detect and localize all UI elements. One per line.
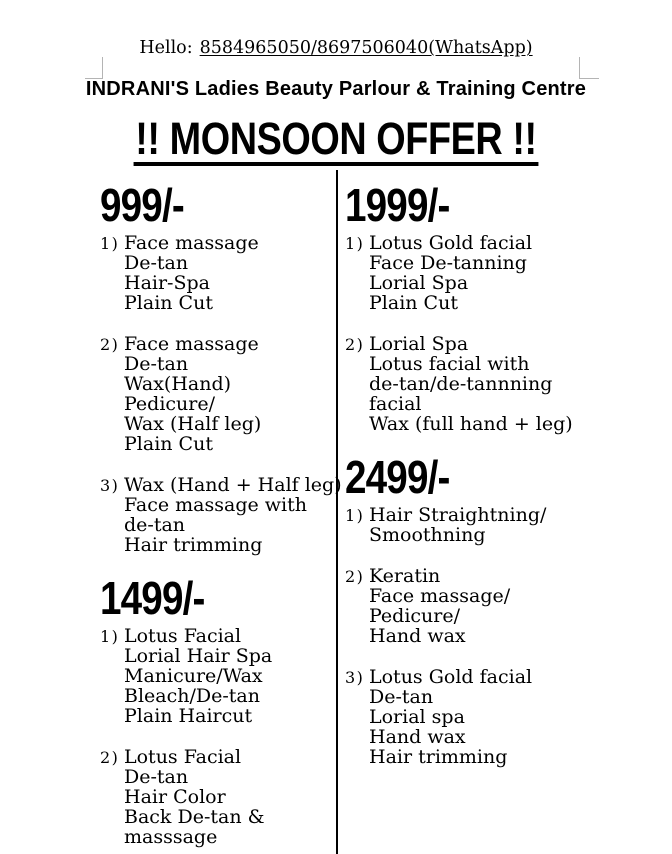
service-line: Hair Straightning/ bbox=[369, 504, 547, 526]
offer-heading bbox=[0, 113, 672, 166]
service-line: Lorial spa bbox=[369, 706, 465, 728]
package-item bbox=[345, 233, 630, 313]
service-line: de-tan/de-tannning bbox=[369, 373, 553, 395]
service-line: Face massage bbox=[124, 232, 259, 254]
service-line: Lotus Facial bbox=[124, 625, 242, 647]
service-line: Face massage/ bbox=[369, 585, 511, 607]
service-lines bbox=[124, 233, 332, 313]
service-line: Lotus Facial bbox=[124, 746, 242, 768]
service-line: Plain Cut bbox=[124, 433, 213, 455]
package-item bbox=[100, 334, 332, 454]
service-line: masssage bbox=[124, 826, 218, 848]
package-item bbox=[100, 474, 342, 556]
item-number: 1) bbox=[100, 234, 120, 253]
service-line: Lotus Gold facial bbox=[369, 666, 533, 688]
package-item bbox=[345, 505, 630, 545]
item-number: 1) bbox=[345, 234, 365, 253]
package-item bbox=[100, 626, 332, 726]
service-lines bbox=[124, 747, 332, 847]
service-line: De-tan bbox=[369, 686, 434, 708]
service-line: Wax (Hand + Half leg) bbox=[124, 474, 342, 496]
item-number: 2) bbox=[100, 748, 120, 767]
service-line: Lorial Spa bbox=[369, 272, 469, 294]
item-number: 1) bbox=[100, 627, 120, 646]
price-column-left bbox=[100, 179, 342, 854]
service-line: Hair Color bbox=[124, 786, 226, 808]
service-line: Lotus Gold facial bbox=[369, 232, 533, 254]
package-item bbox=[345, 334, 630, 434]
item-number: 1) bbox=[345, 506, 365, 525]
service-line: Wax (Half leg) bbox=[124, 413, 262, 435]
price-column-right bbox=[345, 179, 630, 788]
service-line: Smoothning bbox=[369, 524, 486, 546]
package-item bbox=[345, 566, 630, 646]
service-lines bbox=[369, 233, 630, 313]
service-line: Wax (full hand + leg) bbox=[369, 413, 573, 435]
package-item bbox=[100, 233, 332, 313]
service-line: Lorial Spa bbox=[369, 333, 469, 355]
price-heading: 1499/- bbox=[100, 572, 205, 624]
service-lines bbox=[369, 505, 630, 545]
price-heading: 2499/- bbox=[345, 451, 450, 503]
item-number: 3) bbox=[345, 668, 365, 687]
service-lines bbox=[124, 626, 332, 726]
service-line: Hair-Spa bbox=[124, 272, 210, 294]
item-number: 2) bbox=[345, 567, 365, 586]
service-line: Plain Cut bbox=[369, 292, 458, 314]
service-line: Bleach/De-tan bbox=[124, 685, 260, 707]
service-line: Hair trimming bbox=[369, 746, 508, 768]
service-line: Hand wax bbox=[369, 625, 466, 647]
business-name: INDRANI'S Ladies Beauty Parlour & Training Centre bbox=[85, 78, 587, 100]
service-line: Face De-tanning bbox=[369, 252, 527, 274]
service-line: Hair trimming bbox=[124, 534, 263, 556]
service-line: Pedicure/ bbox=[369, 605, 461, 627]
service-line: Lorial Hair Spa bbox=[124, 645, 273, 667]
service-line: Keratin bbox=[369, 565, 441, 587]
price-heading: 999/- bbox=[100, 179, 184, 231]
service-line: Manicure/Wax bbox=[124, 665, 263, 687]
price-section bbox=[345, 179, 630, 435]
item-number: 2) bbox=[345, 335, 365, 354]
price-section bbox=[100, 179, 342, 556]
service-line: de-tan bbox=[124, 514, 186, 536]
service-line: Pedicure/ bbox=[124, 393, 216, 415]
package-item bbox=[100, 747, 332, 847]
service-lines bbox=[369, 334, 630, 434]
offer-title-text: !! MONSOON OFFER !! bbox=[135, 113, 537, 164]
service-line: Wax(Hand) bbox=[124, 373, 232, 395]
service-line: Plain Haircut bbox=[124, 705, 253, 727]
service-line: Back De-tan & bbox=[124, 806, 265, 828]
service-lines bbox=[369, 566, 630, 646]
hello-label: Hello: bbox=[139, 38, 193, 58]
service-lines bbox=[369, 667, 630, 767]
service-lines bbox=[124, 334, 332, 454]
service-line: Plain Cut bbox=[124, 292, 213, 314]
item-number: 3) bbox=[100, 476, 120, 495]
package-item bbox=[345, 667, 630, 767]
price-heading: 1999/- bbox=[345, 179, 450, 231]
contact-line bbox=[0, 37, 672, 59]
item-number: 2) bbox=[100, 335, 120, 354]
service-lines bbox=[124, 475, 342, 555]
price-section bbox=[345, 451, 630, 768]
service-line: De-tan bbox=[124, 353, 189, 375]
service-line: Lotus facial with bbox=[369, 353, 530, 375]
phone-numbers: 8584965050/8697506040(WhatsApp) bbox=[199, 38, 533, 58]
service-line: De-tan bbox=[124, 766, 189, 788]
service-line: De-tan bbox=[124, 252, 189, 274]
service-line: Face massage with bbox=[124, 494, 307, 516]
service-line: facial bbox=[369, 393, 422, 415]
price-section bbox=[100, 572, 332, 848]
service-line: Face massage bbox=[124, 333, 259, 355]
service-line: Hand wax bbox=[369, 726, 466, 748]
